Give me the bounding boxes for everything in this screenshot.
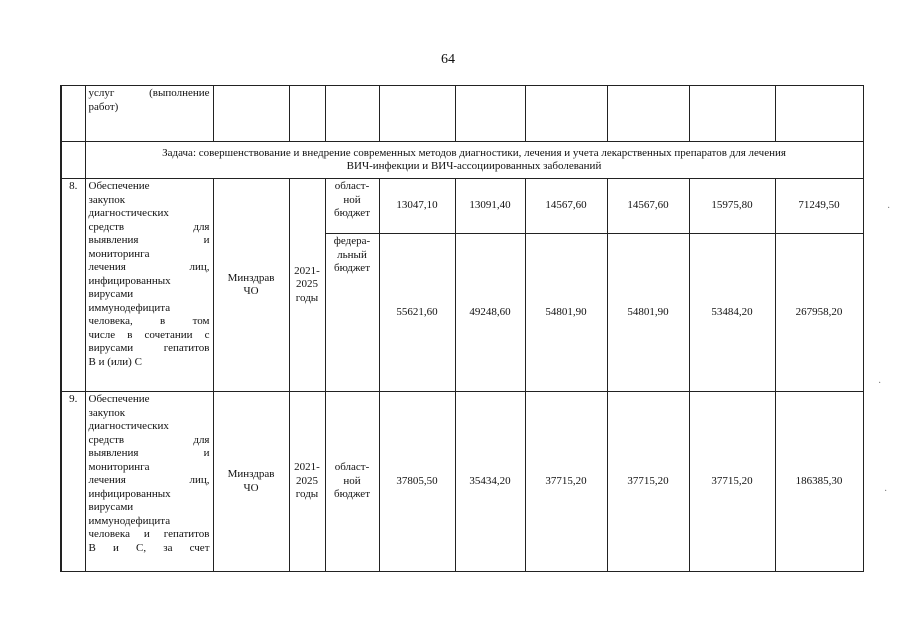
cell-value: 14567,60 [607, 179, 689, 234]
table-row-9 [61, 392, 863, 572]
cell-value-total: 71249,50 [775, 179, 863, 234]
cell-funding-source: област- ной бюджет [325, 179, 379, 234]
cell-description: услуг (выполнение работ) [85, 86, 213, 142]
row-number: 9. [61, 392, 85, 572]
row-number: 8. [61, 179, 85, 392]
cell-value: 37715,20 [607, 392, 689, 572]
cell-value: 55621,60 [379, 234, 455, 392]
task-heading: Задача: совершенствование и внедрение современных методов диагностики, лечения и учета лекарственных препаратов для лечения ВИЧ-инфекции и ВИЧ-ассоциированных заболеваний [85, 142, 863, 179]
margin-mark: · [887, 203, 891, 214]
page-number: 64 [441, 52, 455, 67]
cell-value: 53484,20 [689, 234, 775, 392]
cell-description: Обеспечение закупок диагностических средств для выявления и мониторинга лечения лиц, инфицированных вирусами иммунодефицита человека и гепатитов В и С, за счет [85, 392, 213, 572]
cell-value: 49248,60 [455, 234, 525, 392]
cell-funding-source: област- ной бюджет [325, 392, 379, 572]
margin-mark: · [878, 378, 882, 389]
margin-mark: · [884, 486, 888, 497]
cell-value: 54801,90 [607, 234, 689, 392]
cell-executor: Минздрав ЧО [213, 392, 289, 572]
cell-value: 15975,80 [689, 179, 775, 234]
cell-value: 54801,90 [525, 234, 607, 392]
cell-period: 2021- 2025 годы [289, 392, 325, 572]
cell-value: 37805,50 [379, 392, 455, 572]
cell-executor: Минздрав ЧО [213, 179, 289, 392]
cell-value: 14567,60 [525, 179, 607, 234]
program-table [60, 85, 864, 572]
cell-value: 13091,40 [455, 179, 525, 234]
cell-description: Обеспечение закупок диагностических средств для выявления и мониторинга лечения лиц, инфицированных вирусами иммунодефицита человека, в том числе в сочетании с вирусами гепатитов В и (или) С [85, 179, 213, 392]
cell-value: 35434,20 [455, 392, 525, 572]
cell-value: 37715,20 [689, 392, 775, 572]
cell-value: 13047,10 [379, 179, 455, 234]
table-row-8-regional [61, 179, 863, 234]
cell-funding-source: федера- льный бюджет [325, 234, 379, 392]
table-row-task [61, 142, 863, 179]
table-row-continuation [61, 86, 863, 142]
cell-value-total: 186385,30 [775, 392, 863, 572]
cell-value-total: 267958,20 [775, 234, 863, 392]
cell-period: 2021- 2025 годы [289, 179, 325, 392]
cell-value: 37715,20 [525, 392, 607, 572]
